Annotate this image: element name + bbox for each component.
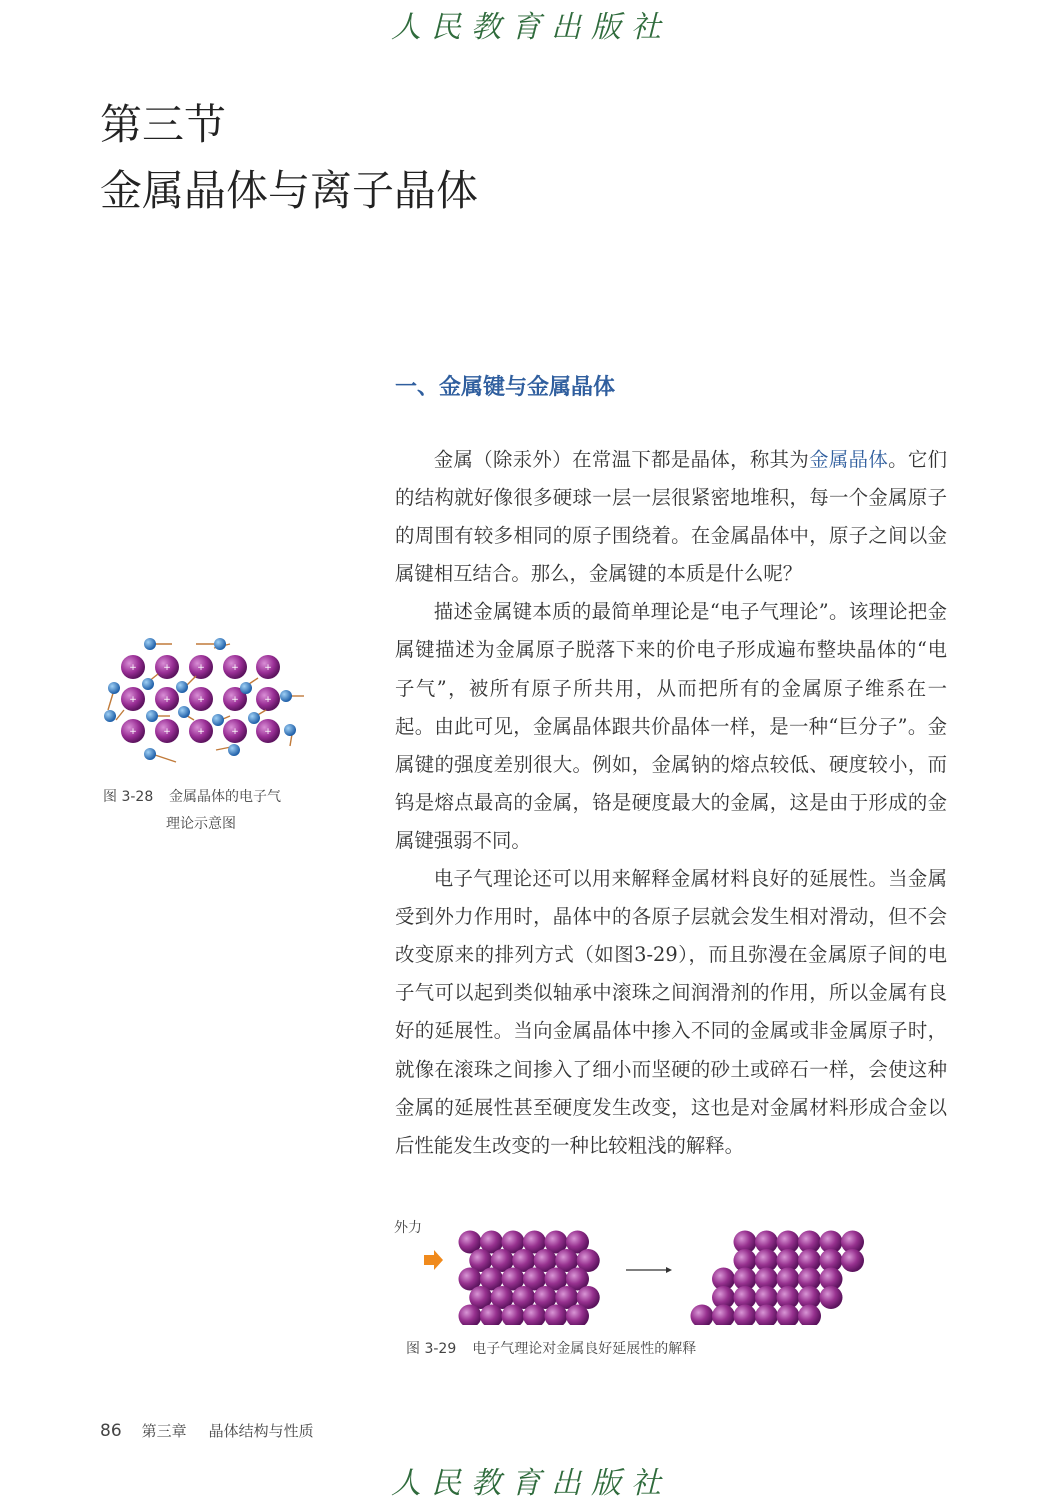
svg-text:+: + — [231, 695, 239, 705]
section-number: 第三节 — [100, 100, 227, 149]
atom-ball — [820, 1286, 843, 1309]
atom-ball — [712, 1305, 735, 1326]
atom-ball — [734, 1305, 757, 1326]
publisher-watermark-bottom: 人民教育出版社 — [391, 1466, 671, 1501]
svg-text:+: + — [231, 727, 239, 737]
page-number: 86 — [100, 1421, 122, 1441]
svg-text:+: + — [197, 663, 205, 673]
lattice-before — [459, 1231, 600, 1326]
chapter-title: 晶体结构与性质 — [208, 1422, 314, 1440]
paragraph-1-text-a: 金属（除汞外）在常温下都是晶体，称其为 — [433, 448, 810, 471]
svg-text:+: + — [264, 663, 272, 673]
figure-3-29-caption — [406, 1338, 696, 1358]
paragraph-1-text-b: 。它们的结构就好像很多硬球一层一层很紧密地堆积，每一个金属原子的周围有较多相同的原子围绕着。在金属晶体中，原子之间以金属键相互结合。那么，金属键的本质是什么呢？ — [395, 448, 948, 586]
figure-3-28-caption — [103, 784, 333, 838]
layer-sliding-diagram — [390, 1215, 870, 1325]
atom-ball — [777, 1305, 800, 1326]
electron-gas-diagram — [96, 630, 316, 780]
caption-text-line-2: 理论示意图 — [166, 816, 236, 832]
body-text — [395, 441, 947, 1165]
caption-text: 金属晶体的电子气 — [169, 789, 281, 805]
figure-number: 图 3-28 — [103, 789, 154, 805]
svg-text:+: + — [129, 727, 137, 737]
svg-text:+: + — [129, 695, 137, 705]
svg-text:+: + — [129, 663, 137, 673]
publisher-watermark-top: 人民教育出版社 — [391, 10, 671, 45]
svg-text:+: + — [163, 663, 171, 673]
paragraph-1 — [395, 441, 947, 593]
svg-text:+: + — [264, 727, 272, 737]
caption-text: 电子气理论对金属良好延展性的解释 — [472, 1341, 697, 1357]
key-term: 金属晶体 — [809, 448, 889, 471]
svg-text:+: + — [197, 695, 205, 705]
subsection-heading: 一、金属键与金属晶体 — [395, 375, 616, 400]
external-force-label: 外力 — [394, 1220, 422, 1236]
paragraph-2: 描述金属键本质的最简单理论是“电子气理论”。该理论把金属键描述为金属原子脱落下来的价电子形成遍布整块晶体的“电子气”，被所有原子所共用，从而把所有的金属原子维系在一起。由此可见，金属晶体跟共价晶体一样，是一种“巨分子”。金属键的强度差别很大。例如，金属钠的熔点较低、硬度较小，而钨是熔点最高的金属，铬是硬度最大的金属，这是由于形成的金属键强弱不同。 — [395, 600, 947, 852]
svg-text:+: + — [163, 727, 171, 737]
svg-text:+: + — [231, 663, 239, 673]
svg-text:+: + — [197, 727, 205, 737]
section-title: 金属晶体与离子晶体 — [100, 166, 479, 215]
paragraph-3: 电子气理论还可以用来解释金属材料良好的延展性。当金属受到外力作用时，晶体中的各原子层就会发生相对滑动，但不会改变原来的排列方式（如图3-29），而且弥漫在金属原子间的电子气可以起到类似轴承中滚珠之间润滑剂的作用，所以金属有良好的延展性。当向金属晶体中掺入不同的金属或非金属原子时，就像在滚珠之间掺入了细小而坚硬的砂土或碎石一样，会使这种金属的延展性甚至硬度发生改变，这也是对金属材料形成合金以后性能发生改变的一种比较粗浅的解释。 — [395, 867, 947, 1157]
atom-ball — [755, 1305, 778, 1326]
figure-number: 图 3-29 — [406, 1341, 457, 1357]
metal-cations — [121, 655, 280, 743]
chapter-label: 第三章 — [141, 1422, 187, 1440]
page-footer — [100, 1420, 314, 1441]
atom-ball — [691, 1305, 714, 1326]
atom-ball — [798, 1305, 821, 1326]
atom-ball — [841, 1249, 864, 1272]
force-arrow-icon — [424, 1250, 443, 1270]
svg-text:+: + — [264, 695, 272, 705]
section-heading — [100, 92, 478, 224]
svg-text:+: + — [163, 695, 171, 705]
lattice-after — [691, 1231, 865, 1326]
